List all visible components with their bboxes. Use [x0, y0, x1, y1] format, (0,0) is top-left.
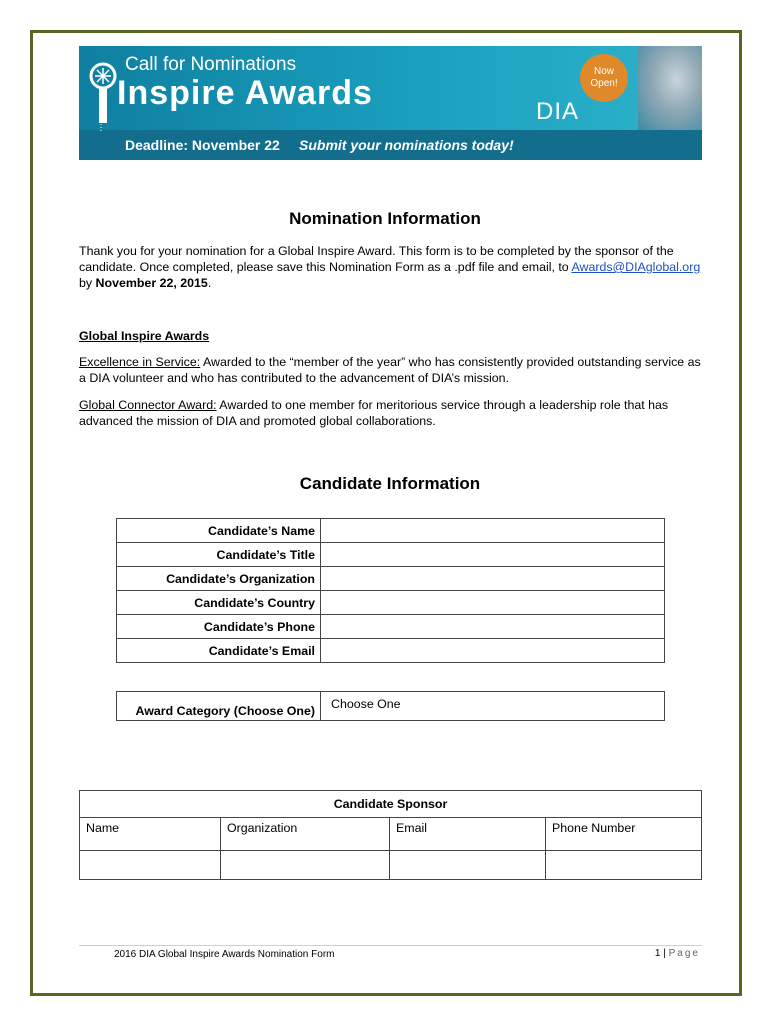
sponsor-entry-row: [80, 851, 702, 880]
banner-title: Inspire Awards: [117, 74, 373, 112]
footer-form-title: 2016 DIA Global Inspire Awards Nomination Form: [114, 949, 335, 960]
excellence-paragraph: [79, 354, 709, 386]
candidate-email-field[interactable]: [321, 639, 665, 663]
banner-submit: Submit your nominations today!: [299, 137, 514, 153]
connector-label: Global Connector Award:: [79, 398, 217, 412]
banner-call-text: Call for Nominations: [125, 54, 297, 75]
footer-page-number: [655, 948, 700, 959]
col-phone: Phone Number: [546, 818, 702, 851]
col-name: Name: [80, 818, 221, 851]
field-label: Candidate’s Phone: [117, 615, 321, 639]
dia-logo: DIA: [536, 98, 580, 125]
candidate-heading: Candidate Information: [299, 474, 481, 493]
field-label: Candidate’s Name: [117, 519, 321, 543]
awards-banner: [79, 46, 702, 160]
candidate-organization-field[interactable]: [321, 567, 665, 591]
connector-paragraph: [79, 397, 709, 429]
sponsor-header-row: [80, 791, 702, 818]
deadline-date: November 22, 2015: [95, 276, 208, 290]
intro-paragraph: [79, 243, 709, 291]
field-label: Candidate’s Email: [117, 639, 321, 663]
table-row: [117, 615, 665, 639]
sponsor-heading: Candidate Sponsor: [80, 791, 702, 818]
field-label: Candidate’s Country: [117, 591, 321, 615]
candidate-title-field[interactable]: [321, 543, 665, 567]
table-row: [117, 519, 665, 543]
footer-divider: [79, 945, 702, 946]
field-label: Candidate’s Title: [117, 543, 321, 567]
col-organization: Organization: [221, 818, 390, 851]
page-sep: |: [660, 948, 669, 959]
award-category-select[interactable]: Choose One: [321, 692, 665, 721]
field-label: Candidate’s Organization: [117, 567, 321, 591]
table-row: [117, 543, 665, 567]
banner-deadline: Deadline: November 22: [125, 137, 280, 153]
badge-line2: Open!: [590, 78, 618, 89]
sponsor-email-field[interactable]: [390, 851, 546, 880]
nomination-heading: Nomination Information: [289, 209, 481, 228]
excellence-text: Awarded to the “member of the year” who has consistently provided outstanding service as a DIA volunteer and who has contributed to the advancement of DIA’s mission.: [79, 355, 701, 385]
connector-text: Awarded to one member for meritorious service through a leadership role that has advanced the mission of DIA and promoted global collaborations.: [79, 398, 669, 428]
page-num: 1: [654, 948, 661, 959]
by-word: by: [79, 276, 93, 290]
lightbulb-icon: [89, 60, 117, 134]
sponsor-organization-field[interactable]: [221, 851, 390, 880]
intro-text: Thank you for your nomination for a Global Inspire Award. This form is to be completed by the sponsor of the candidate. Once completed, please save this Nomination Form as a .pdf file and email, to: [79, 244, 674, 274]
portrait-image: [638, 46, 702, 130]
col-email: Email: [390, 818, 546, 851]
table-row: [117, 567, 665, 591]
candidate-name-field[interactable]: [321, 519, 665, 543]
sponsor-phone-field[interactable]: [546, 851, 702, 880]
candidate-table: [116, 518, 665, 663]
candidate-phone-field[interactable]: [321, 615, 665, 639]
award-category-label: Award Category (Choose One): [117, 692, 321, 721]
sponsor-columns-row: [80, 818, 702, 851]
awards-heading: Global Inspire Awards: [79, 329, 210, 343]
award-category-table: [116, 691, 665, 721]
excellence-label: Excellence in Service:: [79, 355, 201, 369]
sponsor-table: [79, 790, 702, 880]
now-open-badge: [580, 54, 628, 102]
period: .: [207, 276, 212, 290]
table-row: [117, 639, 665, 663]
badge-line1: Now: [593, 66, 614, 77]
sponsor-name-field[interactable]: [80, 851, 221, 880]
candidate-country-field[interactable]: [321, 591, 665, 615]
table-row: [117, 692, 665, 721]
page-word: Page: [668, 948, 700, 959]
awards-email-link[interactable]: Awards@DIAglobal.org: [571, 260, 701, 274]
table-row: [117, 591, 665, 615]
